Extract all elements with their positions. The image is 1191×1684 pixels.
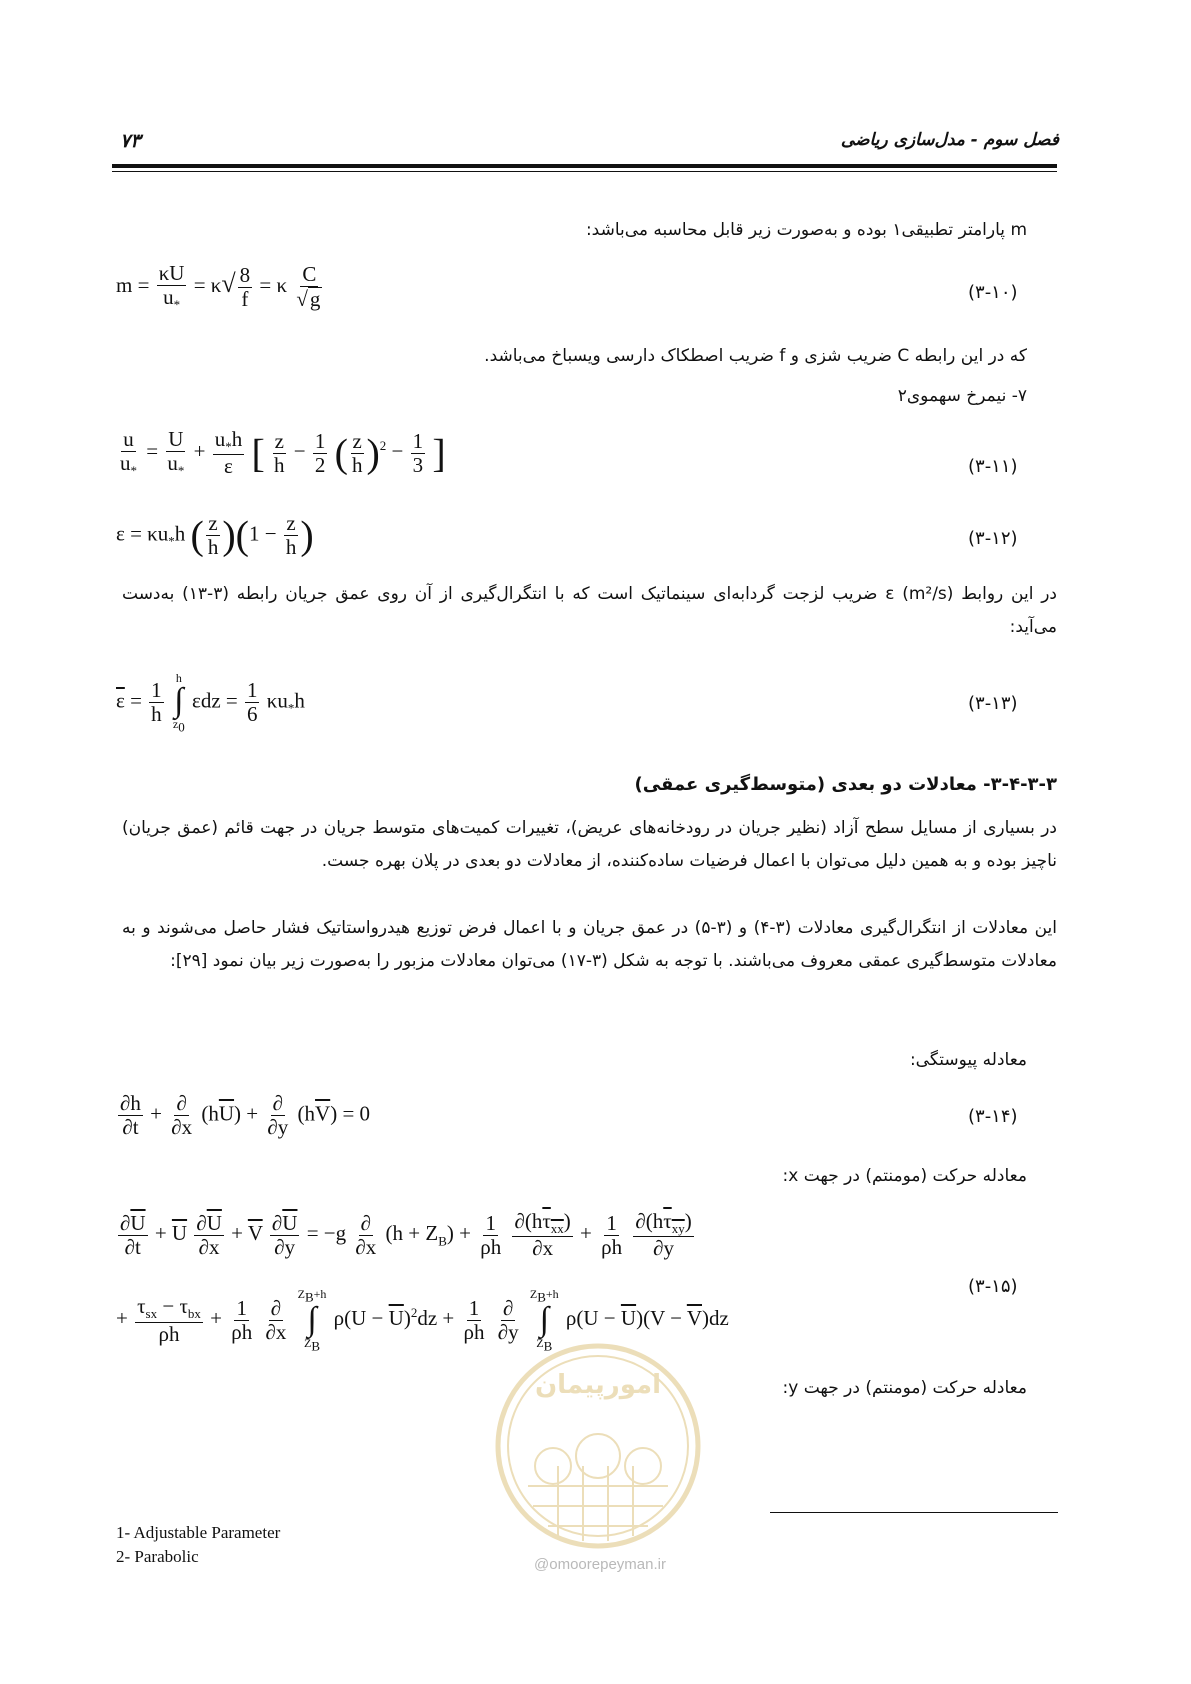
header-rule-thick <box>112 164 1057 168</box>
equation-3-11: $\frac{u}{u_*}$ = $\frac{U}{u_*}$ + $\frac{u_*h}{\varepsilon}$ [ $\frac{z}{h}$ − $\frac{1}{2}$ ( $\frac{z}{h}$ )$^2$ − $\frac{1}{3}$ ] <box>120 427 446 479</box>
section-heading: ۳-۴-۳-۳- معادلات دو بعدی (متوسط‌گیری عمقی) <box>634 774 1057 795</box>
momentum-x-label: معادله حرکت (مومنتم) در جهت x: <box>782 1166 1027 1186</box>
equation-number-3-12: (۳-۱۲) <box>968 528 1018 549</box>
paragraph-c-def: که در این رابطه C ضریب شزی و f ضریب اصطکاک دارسی ویسباخ می‌باشد. <box>484 346 1027 366</box>
watermark-logo <box>488 1336 708 1556</box>
chapter-title: فصل سوم - مدل‌سازی ریاضی <box>840 130 1059 150</box>
equation-3-12: $\varepsilon = \kappa u_*h$ ( $\frac{z}{h}$ )(1 − $\frac{z}{h}$ ) <box>116 511 314 560</box>
footnote-1: 1- Adjustable Parameter <box>116 1523 281 1542</box>
equation-3-10: m = $\frac{\kappa U}{u_*}$ = κ√ $\frac{8}{f}$ = κ $\frac{C}{√g}$ <box>116 261 321 313</box>
equation-3-15-line2: + $\frac{\tau_{sx} - \tau_{bx}}{\rho h}$ + $\frac{1}{\rho h}$ $\frac{\partial}{\partial x}$ $Z_B+h$ ∫ $Z_B$ $\rho(U - \overline{U})^2dz$ + $\frac{1}{\rho h}$ $\frac{\partial}{\partial y}$ $Z_B+h$ ∫ $Z_B$ $\rho(U - \overline{U})(V - \overline{V})dz$ <box>116 1287 729 1354</box>
paragraph-m-intro: m پارامتر تطبیقی۱ بوده و به‌صورت زیر قابل محاسبه می‌باشد: <box>585 220 1027 240</box>
header-rule-thin <box>112 171 1057 172</box>
paragraph-2d-intro: در بسیاری از مسایل سطح آزاد (نظیر جریان در رودخانه‌های عریض)، تغییرات کمیت‌های متوسط جریان در جهت قائم (عمق جریان) ناچیز بوده و به همین دلیل می‌توان با اعمال فرضیات ساده‌کننده، از معادلات دو بعدی در پلان بهره جست. <box>122 818 1057 871</box>
equation-number-3-13: (۳-۱۳) <box>968 693 1018 714</box>
watermark-logo-text: امورپیمان <box>534 1370 662 1400</box>
equation-number-3-10: (۳-۱۰) <box>968 282 1018 303</box>
momentum-y-label: معادله حرکت (مومنتم) در جهت y: <box>782 1378 1027 1398</box>
list-item-7: ۷- نیمرخ سهموی۲ <box>897 386 1027 406</box>
footnote-rule <box>770 1512 1058 1513</box>
watermark-text: @omoorepeyman.ir <box>534 1556 666 1573</box>
continuity-label: معادله پیوستگی: <box>909 1050 1027 1070</box>
footnote-2: 2- Parabolic <box>116 1547 199 1566</box>
at-icon: @ <box>534 1556 550 1573</box>
equation-3-13: $\overline{\varepsilon}$ = $\frac{1}{h}$ h ∫ $z_0$ εdz = $\frac{1}{6}$ $\kappa u_*h$ <box>116 671 305 735</box>
paragraph-epsilon-def: در این روابط ε (m²/s) ضریب لزجت گردابه‌ای سینماتیک است که با انتگرال‌گیری از آن روی عمق جریان رابطه (۳-۱۳) به‌دست می‌آید: <box>122 584 1057 637</box>
equation-number-3-11: (۳-۱۱) <box>968 456 1018 477</box>
equation-number-3-14: (۳-۱۴) <box>968 1106 1018 1127</box>
equation-number-3-15: (۳-۱۵) <box>968 1276 1018 1297</box>
equation-3-15-line1: $\frac{\partial\overline{U}}{\partial t}$ + $\overline{U}$ $\frac{\partial\overline{U}}{\partial x}$ + $\overline{V}$ $\frac{\partial\overline{U}}{\partial y}$ = −g $\frac{\partial}{\partial x}$ $(h + Z_B)$ + $\frac{1}{\rho h}$ $\frac{\partial(h\tau_{xx})}{\partial x}$ + $\frac{1}{\rho h}$ $\frac{\partial(h\tau_{xy})}{\partial y}$ <box>120 1209 692 1261</box>
paragraph-depth-averaged: این معادلات از انتگرال‌گیری معادلات (۳-۴) و (۳-۵) در عمق جریان و با اعمال فرض توزیع هیدرواستاتیک فشار حاصل می‌شوند و به معادلات متوسط‌گیری عمقی معروف می‌باشند. با توجه به شکل (۳-۱۷) می‌توان معادلات مزبور را به‌صورت زیر بیان نمود [۲۹]: <box>122 918 1057 971</box>
equation-3-14: $\frac{\partial h}{\partial t}$ + $\frac{\partial}{\partial x}$ $(h\overline{U})$ + $\frac{\partial}{\partial y}$ $(h\overline{V}) = 0$ <box>120 1091 371 1140</box>
page-number: ۷۳ <box>120 130 141 152</box>
